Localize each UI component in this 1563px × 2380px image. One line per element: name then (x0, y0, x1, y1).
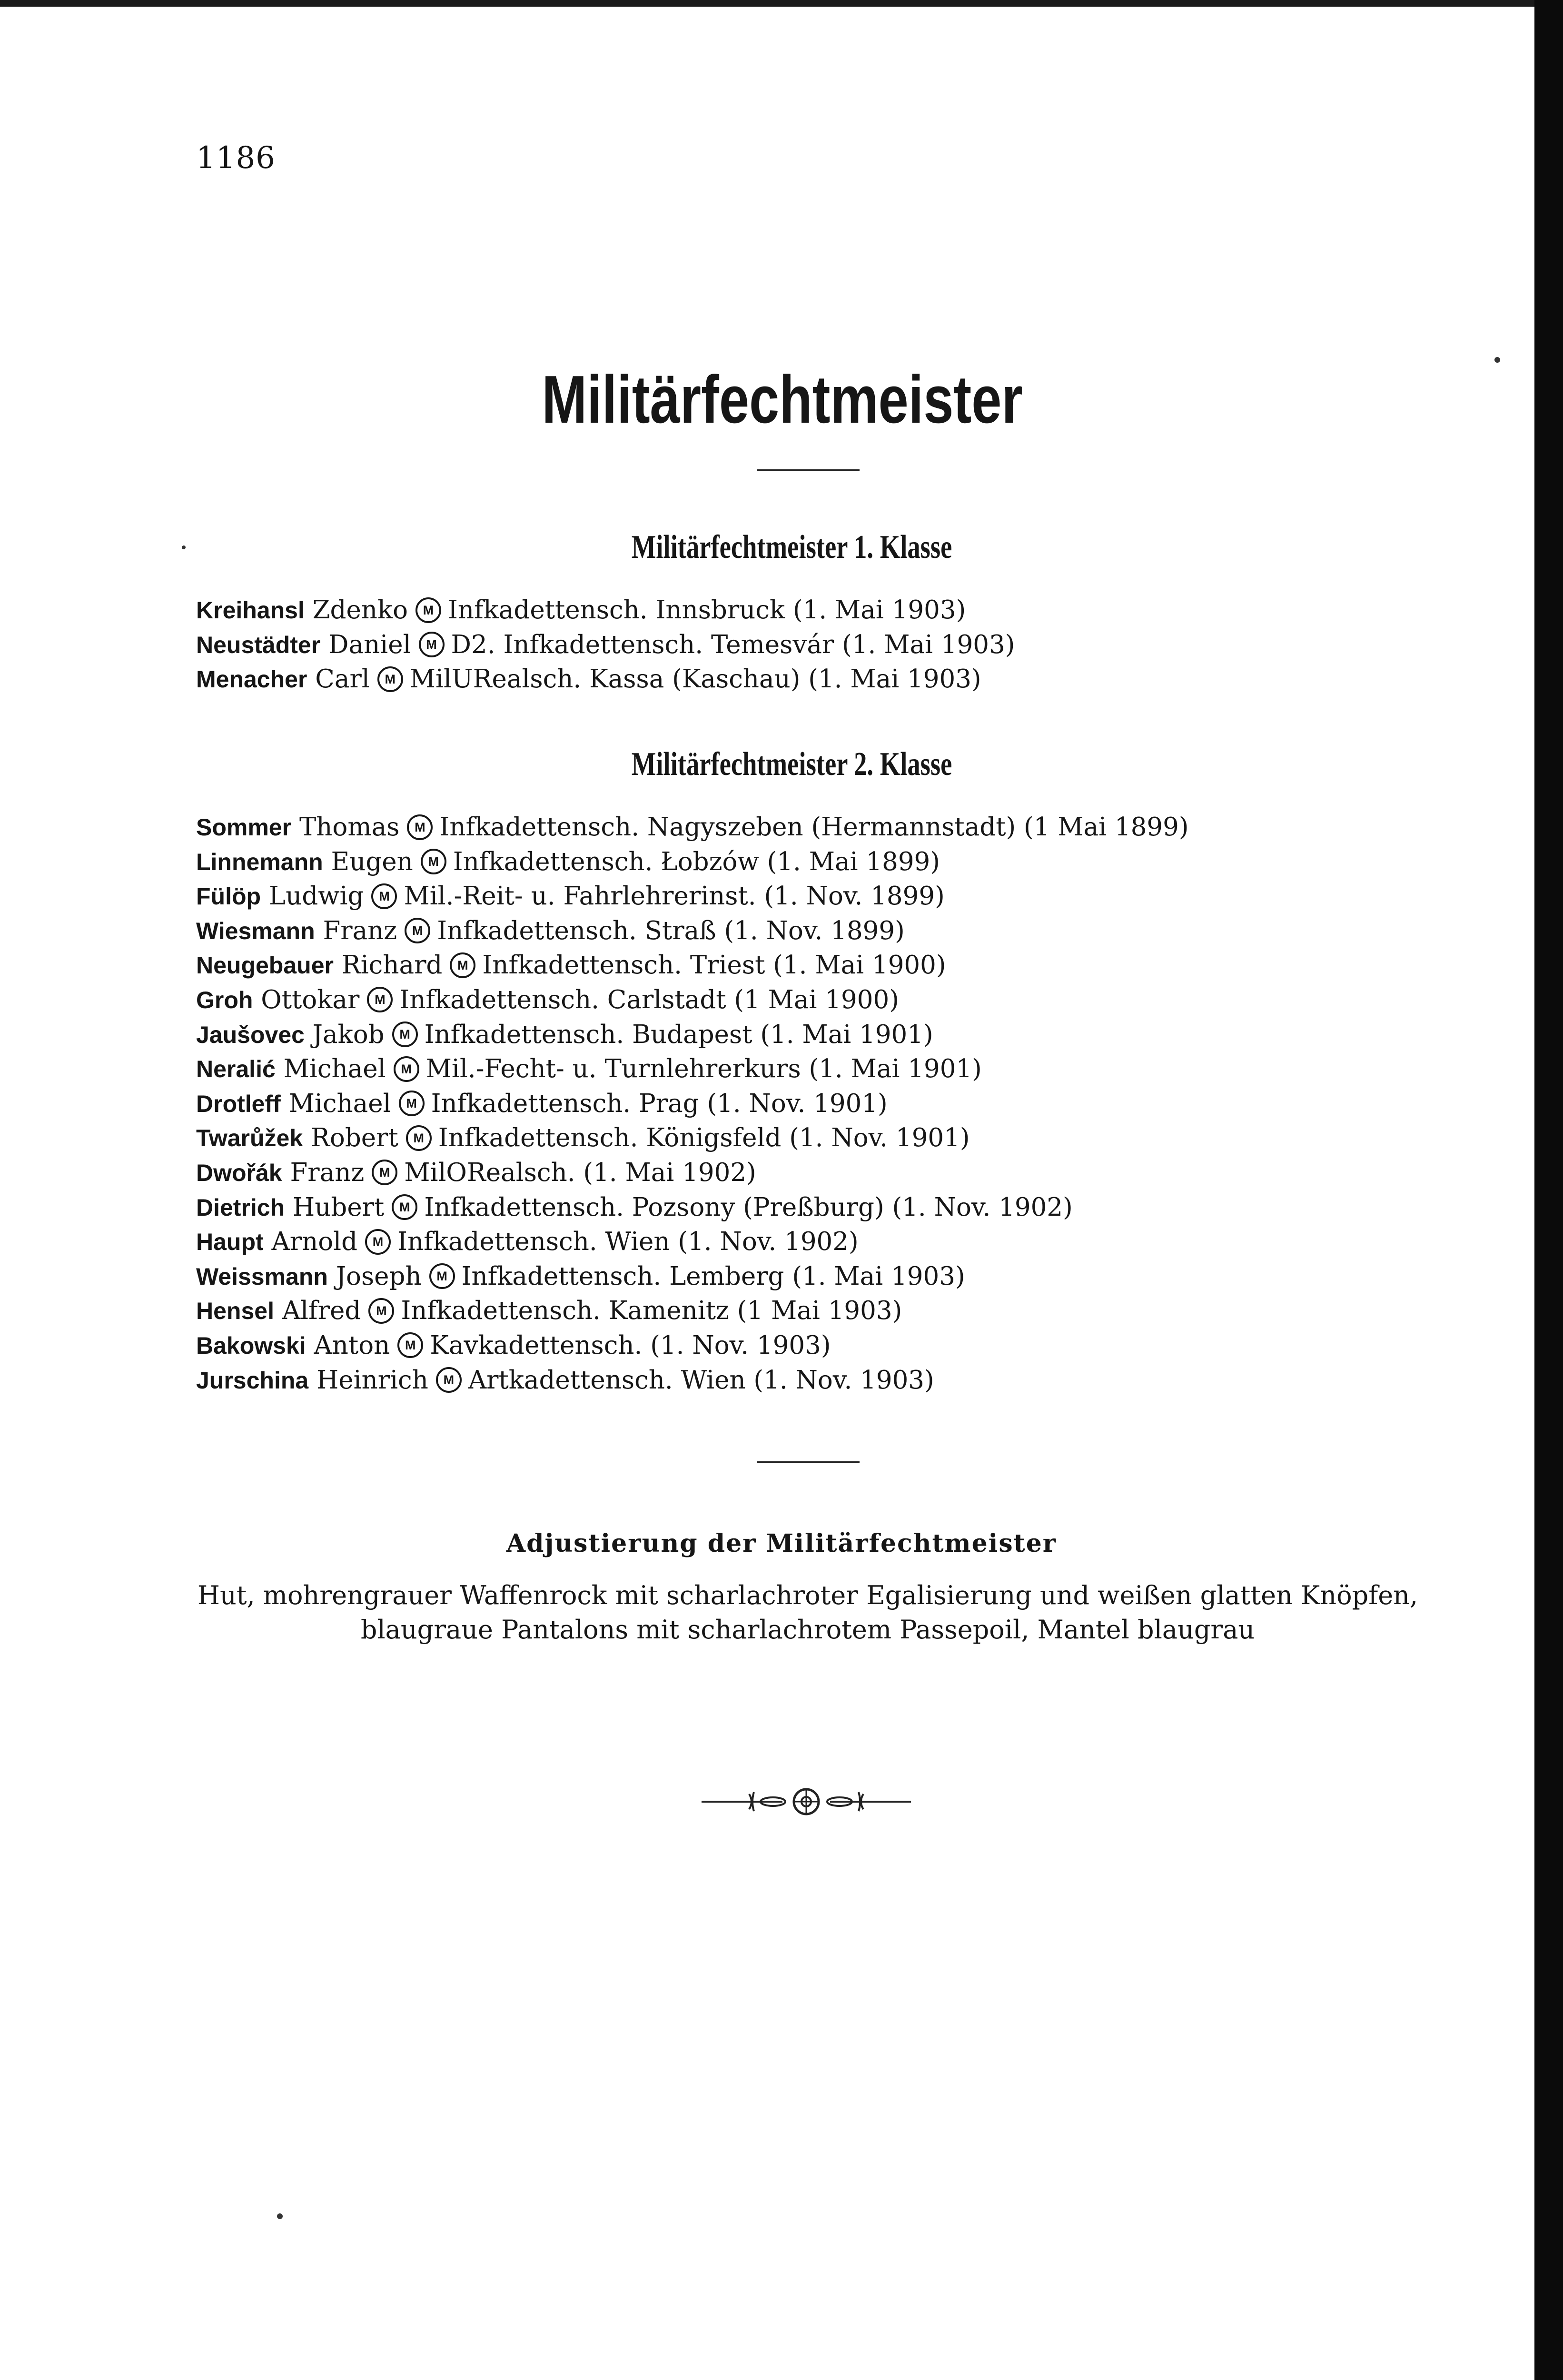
divider-rule (757, 1461, 860, 1463)
military-marker-icon: M (368, 1298, 394, 1324)
entry-posting: Infkadettensch. Wien (1. Nov. 1902) (397, 1227, 859, 1257)
entry-given-name: Hubert (293, 1192, 385, 1222)
entry-given-name: Franz (323, 916, 397, 945)
entry-posting: Kavkadettensch. (1. Nov. 1903) (430, 1330, 831, 1360)
roster-entry (196, 1018, 1189, 1052)
entry-given-name: Jakob (312, 1020, 385, 1049)
entry-posting: D2. Infkadettensch. Temesvár (1. Mai 1903) (451, 630, 1015, 659)
entry-surname: Groh (196, 986, 253, 1013)
entry-surname: Jaušovec (196, 1021, 305, 1048)
roster-entry (196, 914, 1189, 949)
entry-surname: Dwořák (196, 1159, 282, 1186)
military-marker-icon: M (365, 1229, 391, 1255)
entry-surname: Linnemann (196, 848, 323, 875)
entry-surname: Menacher (196, 666, 307, 693)
entry-posting: Infkadettensch. Prag (1. Nov. 1901) (431, 1089, 888, 1118)
entry-posting: Artkadettensch. Wien (1. Nov. 1903) (468, 1365, 934, 1395)
entry-given-name: Michael (283, 1054, 386, 1084)
military-marker-icon: M (392, 1021, 418, 1047)
entry-posting: Infkadettensch. Łobzów (1. Mai 1899) (453, 847, 940, 876)
scan-edge-top (0, 0, 1563, 7)
military-marker-icon: M (415, 597, 441, 623)
entry-posting: Infkadettensch. Budapest (1. Mai 1901) (424, 1020, 933, 1049)
entry-given-name: Heinrich (317, 1365, 428, 1395)
uniform-description: Hut, mohrengrauer Waffenrock mit scharlachroter Egalisierung und weißen glatten Knöpfen, blaugraue Pantalons mit scharlachrotem Passepoil, Mantel blaugrau (197, 1580, 1418, 1645)
military-marker-icon: M (405, 918, 430, 943)
entry-given-name: Robert (311, 1123, 398, 1153)
scan-speck (1494, 357, 1500, 363)
entry-given-name: Thomas (299, 813, 400, 842)
military-marker-icon: M (407, 814, 433, 840)
roster-class-1 (196, 593, 1015, 697)
roster-entry (196, 628, 1015, 663)
entry-posting: Infkadettensch. Carlstadt (1 Mai 1900) (399, 985, 899, 1014)
entry-given-name: Eugen (331, 847, 413, 876)
entry-given-name: Joseph (336, 1261, 422, 1291)
military-marker-icon: M (392, 1194, 417, 1220)
roster-entry (196, 1294, 1189, 1329)
uniform-heading: Adjustierung der Militärfechtmeister (506, 1529, 1057, 1558)
entry-posting: Infkadettensch. Innsbruck (1. Mai 1903) (448, 595, 966, 625)
entry-posting: Infkadettensch. Straß (1. Nov. 1899) (437, 916, 905, 945)
roster-entry (196, 1156, 1189, 1190)
entry-given-name: Ottokar (261, 985, 360, 1014)
roster-entry (196, 948, 1189, 983)
ornament-icon (702, 1783, 911, 1821)
military-marker-icon: M (371, 883, 397, 909)
entry-surname: Neugebauer (196, 952, 334, 979)
entry-surname: Twarůžek (196, 1125, 303, 1152)
military-marker-icon: M (377, 666, 403, 692)
entry-given-name: Anton (314, 1330, 390, 1360)
roster-entry (196, 662, 1015, 697)
scan-speck (182, 545, 186, 549)
entry-given-name: Franz (290, 1158, 365, 1187)
entry-surname: Neustädter (196, 631, 321, 658)
entry-posting: Infkadettensch. Pozsony (Preßburg) (1. Nov. 1902) (424, 1192, 1073, 1222)
entry-given-name: Daniel (328, 630, 411, 659)
entry-posting: MilORealsch. (1. Mai 1902) (404, 1158, 756, 1187)
entry-surname: Kreihansl (196, 597, 305, 624)
military-marker-icon: M (399, 1091, 425, 1116)
entry-surname: Bakowski (196, 1332, 306, 1359)
roster-entry (196, 845, 1189, 880)
entry-posting: Infkadettensch. Lemberg (1. Mai 1903) (461, 1261, 965, 1291)
entry-posting: Infkadettensch. Königsfeld (1. Nov. 1901) (438, 1123, 970, 1153)
military-marker-icon: M (372, 1160, 397, 1185)
entry-surname: Sommer (196, 814, 292, 841)
entry-surname: Fülöp (196, 883, 261, 910)
entry-given-name: Carl (315, 664, 370, 694)
roster-entry (196, 1052, 1189, 1087)
scan-speck (277, 2213, 283, 2219)
military-marker-icon: M (421, 849, 446, 874)
page-number: 1186 (196, 140, 276, 176)
entry-given-name: Michael (288, 1089, 391, 1118)
military-marker-icon: M (436, 1367, 462, 1393)
entry-surname: Hensel (196, 1298, 274, 1325)
entry-surname: Wiesmann (196, 917, 315, 944)
entry-given-name: Alfred (282, 1296, 361, 1326)
entry-posting: Mil.-Fecht- u. Turnlehrerkurs (1. Mai 1901) (425, 1054, 982, 1084)
entry-posting: MilURealsch. Kassa (Kaschau) (1. Mai 1903) (409, 664, 981, 694)
entry-surname: Neralić (196, 1056, 276, 1083)
entry-surname: Jurschina (196, 1367, 309, 1394)
entry-given-name: Zdenko (312, 595, 408, 625)
military-marker-icon: M (419, 632, 445, 657)
roster-entry (196, 593, 1015, 628)
roster-entry (196, 1329, 1189, 1363)
military-marker-icon: M (397, 1332, 423, 1358)
page-title: Militärfechtmeister (542, 362, 1023, 437)
divider-rule (757, 469, 860, 471)
military-marker-icon: M (367, 987, 393, 1012)
scan-edge-right (1534, 0, 1563, 2380)
roster-entry (196, 810, 1189, 845)
entry-posting: Infkadettensch. Nagyszeben (Hermannstadt) (1 Mai 1899) (439, 813, 1189, 842)
roster-entry (196, 1363, 1189, 1398)
entry-surname: Weissmann (196, 1263, 328, 1290)
military-marker-icon: M (450, 952, 475, 978)
entry-given-name: Ludwig (268, 882, 364, 911)
roster-entry (196, 1259, 1189, 1294)
roster-entry (196, 983, 1189, 1018)
military-marker-icon: M (429, 1263, 455, 1289)
entry-given-name: Richard (341, 951, 443, 980)
roster-entry (196, 1225, 1189, 1259)
entry-posting: Mil.-Reit- u. Fahrlehrerinst. (1. Nov. 1899) (404, 882, 945, 911)
entry-surname: Drotleff (196, 1090, 281, 1117)
entry-surname: Dietrich (196, 1194, 285, 1221)
roster-entry (196, 879, 1189, 914)
military-marker-icon: M (394, 1056, 419, 1082)
roster-entry (196, 1087, 1189, 1121)
military-marker-icon: M (406, 1125, 432, 1151)
entry-posting: Infkadettensch. Kamenitz (1 Mai 1903) (401, 1296, 902, 1326)
entry-surname: Haupt (196, 1229, 264, 1256)
section-heading-class-1: Militärfechtmeister 1. Klasse (631, 529, 952, 565)
roster-entry (196, 1190, 1189, 1225)
roster-class-2 (196, 810, 1189, 1398)
section-heading-class-2: Militärfechtmeister 2. Klasse (631, 746, 952, 783)
roster-entry (196, 1121, 1189, 1156)
entry-posting: Infkadettensch. Triest (1. Mai 1900) (482, 951, 946, 980)
entry-given-name: Arnold (271, 1227, 358, 1257)
